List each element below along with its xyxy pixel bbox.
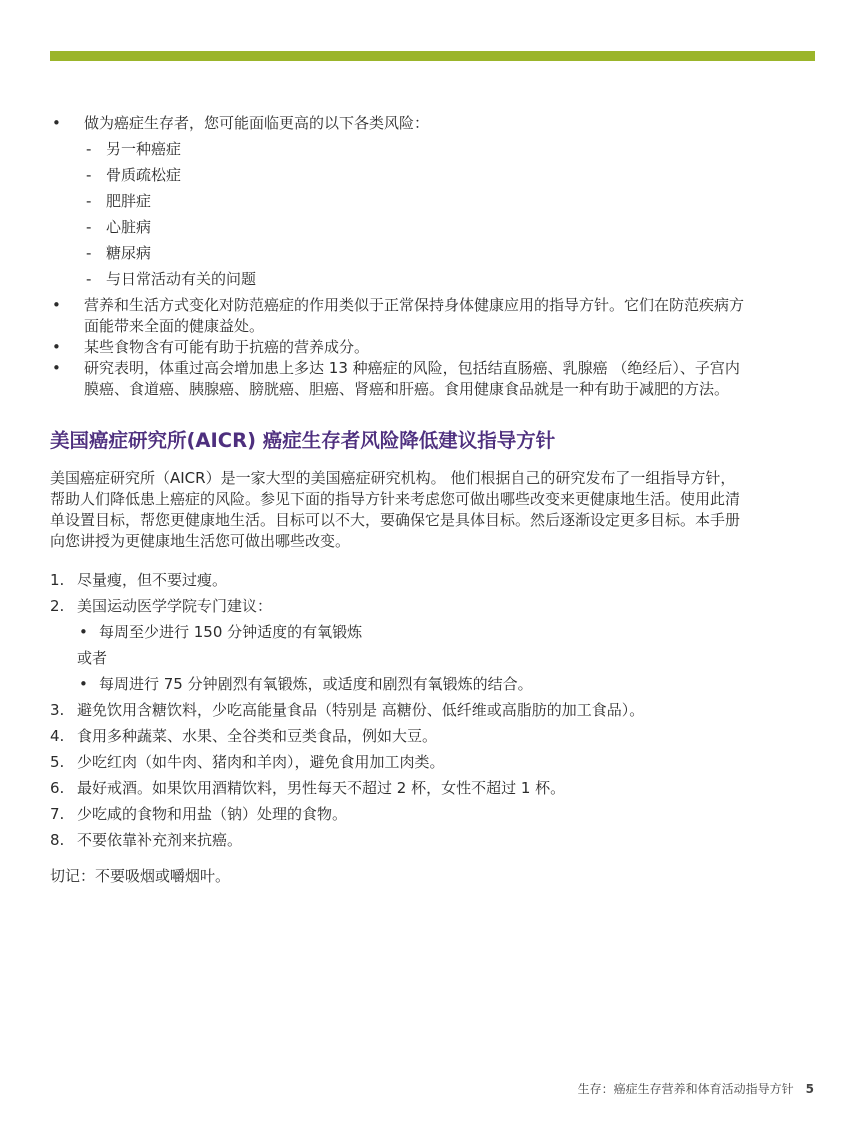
sub-item: - 骨质疏松症 (84, 165, 750, 186)
sub-item: - 心脏病 (84, 217, 750, 238)
guideline-item (50, 700, 750, 721)
guideline-item (50, 570, 750, 591)
bullet-text: 做为癌症生存者，您可能面临更高的以下各类风险： (84, 114, 430, 132)
remember-note: 切记：不要吸烟或嚼烟叶。 (50, 867, 231, 885)
guideline-item (50, 752, 750, 773)
guideline-item (50, 778, 750, 799)
item-number: 5. (50, 753, 65, 771)
section-heading: 美国癌症研究所(AICR) 癌症生存者风险降低建议指导方针 (50, 429, 556, 452)
item-number: 8. (50, 831, 65, 849)
guideline-item (50, 596, 750, 695)
item-number: 4. (50, 727, 65, 745)
guideline-item (50, 830, 750, 851)
exercise-option: • 每周至少进行 150 分钟适度的有氧锻炼 (77, 622, 750, 643)
sub-item: - 肥胖症 (84, 191, 750, 212)
item-number: 1. (50, 571, 65, 589)
footer-title: 生存：癌症生存营养和体育活动指导方针 (577, 1082, 794, 1096)
page-content (50, 113, 750, 902)
sub-item: - 与日常活动有关的问题 (84, 269, 750, 290)
item-text: 最好戒酒。如果饮用酒精饮料，男性每天不超过 2 杯，女性不超过 1 杯。 (77, 779, 566, 797)
intro-paragraph: 美国癌症研究所（AICR）是一家大型的美国癌症研究机构。 他们根据自己的研究发布了一组指导方针，帮助人们降低患上癌症的风险。参见下面的指导方针来考虑您可做出哪些改变来更健康地生活。使用此清单设置目标，帮您更健康地生活。目标可以不大，要确保它是具体目标。然后逐渐设定更多目标。本手册向您讲授为更健康地生活您可做出哪些改变。 (50, 469, 741, 550)
item-text: 美国运动医学学院专门建议： (77, 597, 273, 615)
exercise-options (77, 622, 750, 695)
item-number: 3. (50, 701, 65, 719)
item-text: 不要依靠补充剂来抗癌。 (77, 831, 243, 849)
page-number: 5 (805, 1082, 814, 1096)
sub-item: - 另一种癌症 (84, 139, 750, 160)
exercise-option: • 每周进行 75 分钟剧烈有氧锻炼，或适度和剧烈有氧锻炼的结合。 (77, 674, 750, 695)
item-text: 避免饮用含糖饮料，少吃高能量食品（特别是 高糖份、低纤维或高脂肪的加工食品）。 (77, 701, 645, 719)
item-number: 6. (50, 779, 65, 797)
or-text: 或者 (77, 649, 108, 667)
guideline-item (50, 804, 750, 825)
bullet-item: • 某些食物含有可能有助于抗癌的营养成分。 (50, 337, 750, 358)
guideline-list (50, 570, 750, 851)
bullet-item: • 营养和生活方式变化对防范癌症的作用类似于正常保持身体健康应用的指导方针。它们在防范疾病方面能带来全面的健康益处。 (50, 295, 750, 337)
item-text: 尽量瘦，但不要过瘦。 (77, 571, 228, 589)
item-text: 食用多种蔬菜、水果、全谷类和豆类食品，例如大豆。 (77, 727, 438, 745)
item-text: 少吃咸的食物和用盐（钠）处理的食物。 (77, 805, 348, 823)
item-number: 7. (50, 805, 65, 823)
risk-sub-list (84, 139, 750, 290)
risk-bullet-list (50, 113, 750, 400)
page-footer (578, 1080, 814, 1097)
item-number: 2. (50, 597, 65, 615)
guideline-item (50, 726, 750, 747)
bullet-item: • 研究表明，体重过高会增加患上多达 13 种癌症的风险，包括结直肠癌、乳腺癌 （绝经后）、子宫内膜癌、食道癌、胰腺癌、膀胱癌、胆癌、肾癌和肝癌。食用健康食品就是一种有助于减肥的方法。 (50, 358, 750, 400)
top-accent-bar (50, 51, 815, 61)
sub-item: - 糖尿病 (84, 243, 750, 264)
bullet-item (50, 113, 750, 290)
item-text: 少吃红肉（如牛肉、猪肉和羊肉），避免食用加工肉类。 (77, 753, 445, 771)
